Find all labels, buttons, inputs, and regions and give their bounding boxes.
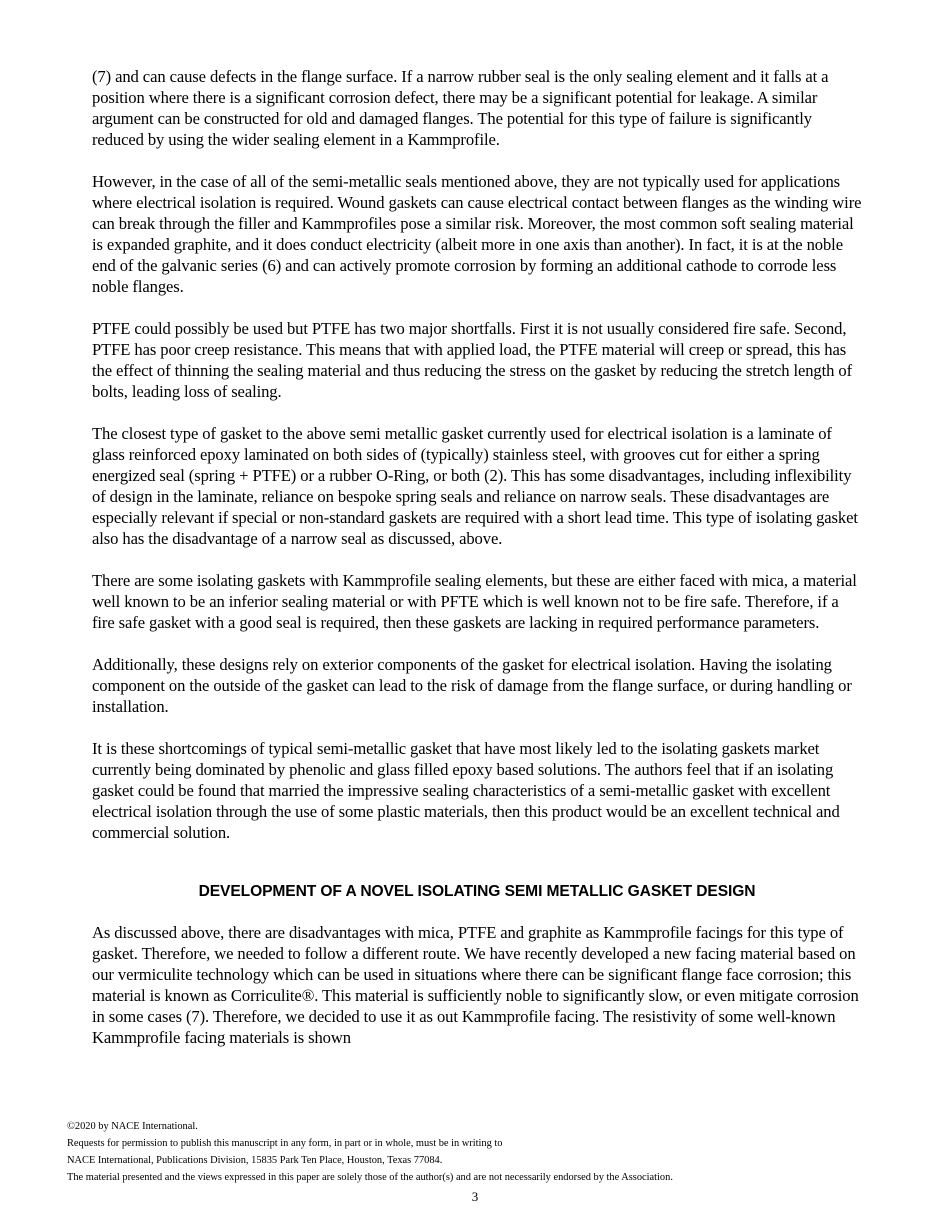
page-number: 3: [471, 1189, 479, 1204]
footer-permission: Requests for permission to publish this manuscript in any form, in part or in whole, must be in writing to: [67, 1138, 503, 1149]
section-paragraph: As discussed above, there are disadvantages with mica, PTFE and graphite as Kammprofile facings for this type of gasket. Therefore, we needed to follow a different route. We have recently developed a new facing material based on our vermiculite technology which can be used in situations where there can be significant flange face corrosion; this material is known as Corriculite®. This material is sufficiently noble to significantly slow, or even mitigate corrosion in some cases (7). Therefore, we decided to use it as out Kammprofile facing. The resistivity of some well-known Kammprofile facing materials is shown: [92, 923, 859, 1047]
body-paragraph-4: The closest type of gasket to the above semi metallic gasket currently used for electrical isolation is a laminate of glass reinforced epoxy laminated on both sides of (typically) stainless steel, with grooves cut for either a spring energized seal (spring + PTFE) or a rubber O-Ring, or both (2). This has some disadvantages, including inflexibility of design in the laminate, reliance on bespoke spring seals and reliance on narrow seals. These disadvantages are especially relevant if special or non-standard gaskets are required with a short lead time. This type of isolating gasket also has the disadvantage of a narrow seal as discussed, above.: [92, 424, 858, 548]
footer-address: NACE International, Publications Division, 15835 Park Ten Place, Houston, Texas 77084.: [67, 1155, 443, 1166]
footer-copyright: ©2020 by NACE International.: [67, 1121, 198, 1132]
body-paragraph-3: PTFE could possibly be used but PTFE has two major shortfalls. First it is not usually considered fire safe. Second, PTFE has poor creep resistance. This means that with applied load, the PTFE material will creep or spread, this has the effect of thinning the sealing material and thus reducing the stress on the gasket by reducing the stretch length of bolts, leading loss of sealing.: [92, 319, 852, 401]
page-footer: [67, 1118, 887, 1186]
body-paragraph-1: (7) and can cause defects in the flange surface. If a narrow rubber seal is the only sealing element and it falls at a position where there is a significant corrosion defect, there may be a significant potential for leakage. A similar argument can be constructed for old and damaged flanges. The potential for this type of failure is significantly reduced by using the wider sealing element in a Kammprofile.: [92, 67, 829, 149]
body-paragraph-7: It is these shortcomings of typical semi-metallic gasket that have most likely led to the isolating gaskets market currently being dominated by phenolic and glass filled epoxy based solutions. The authors feel that if an isolating gasket could be found that married the impressive sealing characteristics of a semi-metallic gasket with excellent electrical isolation through the use of some plastic materials, then this product would be an excellent technical and commercial solution.: [92, 739, 840, 842]
body-paragraph-6: Additionally, these designs rely on exterior components of the gasket for electrical isolation. Having the isolating component on the outside of the gasket can lead to the risk of damage from the flange surface, or during handling or installation.: [92, 655, 852, 716]
section-heading: DEVELOPMENT OF A NOVEL ISOLATING SEMI METALLIC GASKET DESIGN: [198, 883, 756, 900]
body-paragraph-2: However, in the case of all of the semi-metallic seals mentioned above, they are not typically used for applications where electrical isolation is required. Wound gaskets can cause electrical contact between flanges as the winding wire can break through the filler and Kammprofiles pose a similar risk. Moreover, the most common soft sealing material is expanded graphite, and it does conduct electricity (albeit more in one axis than another). In fact, it is at the noble end of the galvanic series (6) and can actively promote corrosion by forming an additional cathode to corrode less noble flanges.: [92, 172, 862, 296]
page-body: [92, 66, 862, 1069]
body-paragraph-5: There are some isolating gaskets with Kammprofile sealing elements, but these are either faced with mica, a material well known to be an inferior sealing material or with PFTE which is well known not to be fire safe. Therefore, if a fire safe gasket with a good seal is required, then these gaskets are lacking in required performance parameters.: [92, 571, 857, 632]
footer-disclaimer: The material presented and the views expressed in this paper are solely those of the author(s) and are not necessarily endorsed by the Association.: [67, 1172, 673, 1183]
